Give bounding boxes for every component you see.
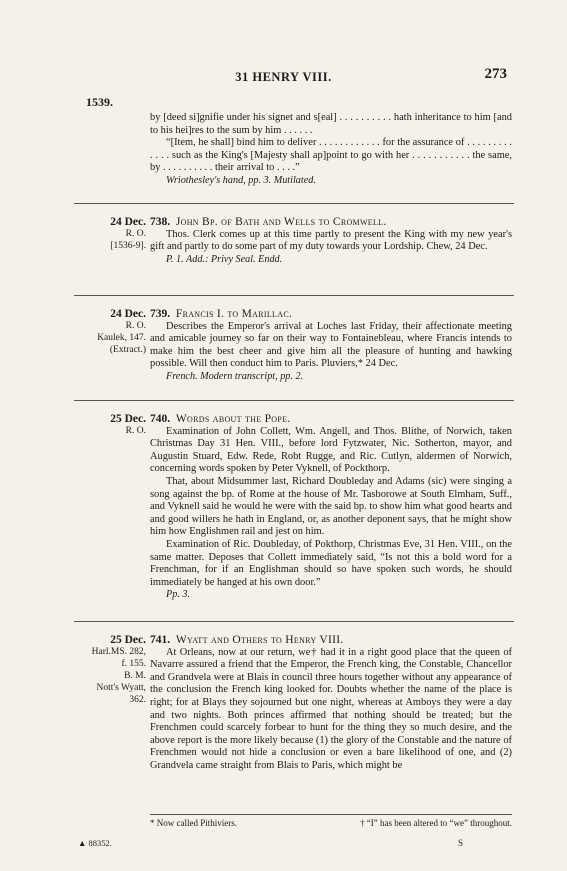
entry-paragraph: Examination of Ric. Doubleday, of Pokthorp, Christmas Eve, 31 Hen. VIII., on the same matter. Deposes that Collett immediately said, “Is not this a bold word for a Frenchman, for if an Englishman should so have spoken such words, he should immediately be hanged at his own door.” bbox=[150, 538, 512, 588]
entry-heading: 739. Francis I. to Marillac. bbox=[150, 308, 293, 320]
entry-ref: B. M. bbox=[124, 671, 146, 681]
entry-paragraph: Examination of John Collett, Wm. Angell, and Thos. Blithe, of Norwich, taken Christmas Day 31 Hen. VIII., before lord Fytzwater, Nic. Sotherton, mayor, and Augustin Stuard, Edw. Rede, Robt Rugge, and Ric. Cutlyn, aldermen of Norwich, concerning words spoken by Peter Vyknell, of Pockthorp. bbox=[150, 425, 512, 475]
entry-ref: Harl.MS. 282, bbox=[91, 647, 146, 657]
footnote-rule bbox=[150, 814, 512, 815]
entry-paragraph: At Orleans, now at our return, we† had it in a right good place that the queen of Navarre assured a friend that the Emperor, the French king, the Constable, Chancellor and Grandvela were at Blais in council three hours together without any appearance of the conclusion the French king looked for. Doubts whether the name of the place is right; for at Blays they sojourned but one night, whereas at Amboys they were a day and two nights. Both princes affirmed that nothing should be treated; but the Frenchmen could scarcely forbear to hunt for the thing they so much desire, and the above report is the more likely because (1) the glory of the Constable and the nature of Frenchmen would not hide a conclusion or even a bare likelihood of one, and (2) Grandvela came straight from Blais to Paris, which might be bbox=[150, 646, 512, 771]
entry-date: 25 Dec. bbox=[110, 634, 146, 646]
entry-ref: R. O. bbox=[125, 229, 146, 239]
entry-date: 24 Dec. bbox=[110, 216, 146, 228]
entry-note: P. 1. Add.: Privy Seal. Endd. bbox=[166, 253, 283, 265]
year-heading: 1539. bbox=[86, 95, 113, 109]
entry-margin-738 bbox=[64, 216, 146, 252]
entry-margin-741 bbox=[64, 634, 146, 706]
entry-738 bbox=[150, 216, 512, 266]
entry-ref: Nott's Wyatt, bbox=[96, 683, 146, 693]
entry-ref: 362. bbox=[129, 695, 146, 705]
entry-divider bbox=[74, 621, 514, 622]
signature-mark: S bbox=[458, 838, 464, 848]
entry-ref: (Extract.) bbox=[109, 345, 146, 355]
entry-ref: R. O. bbox=[125, 321, 146, 331]
entry-ref: Kaulek, 147. bbox=[97, 333, 146, 343]
entry-divider bbox=[74, 203, 514, 204]
footnote-1: * Now called Pithiviers. bbox=[150, 818, 237, 828]
footnotes bbox=[150, 818, 512, 828]
entry-ref: [1536-9]. bbox=[110, 241, 146, 251]
entry-heading: 738. John Bp. of Bath and Wells to Cromwell. bbox=[150, 216, 387, 228]
entry-paragraph: That, about Midsummer last, Richard Doubleday and Adams (sic) were singing a song against the bp. of Rome at the house of Mr. Tasborowe at South Elmham, Suff., and Vyknell said he would he were with the said bp. to show him what good hearts and and good willers he hath in England, or, as another deponent says, that he might show him how Englishmen rail and jest on him. bbox=[150, 475, 512, 538]
entry-740 bbox=[150, 413, 512, 602]
entry-margin-739 bbox=[64, 308, 146, 356]
entry-date: 25 Dec. bbox=[110, 413, 146, 425]
entry-741 bbox=[150, 634, 512, 773]
entry-739 bbox=[150, 308, 512, 384]
entry-margin-740 bbox=[64, 413, 146, 437]
printer-mark: ▲ 88352. bbox=[78, 838, 112, 848]
entry-heading: 741. Wyatt and Others to Henry VIII. bbox=[150, 634, 344, 646]
running-title: 31 HENRY VIII. bbox=[235, 70, 332, 84]
entry-divider bbox=[74, 400, 514, 401]
entry-heading: 740. Words about the Pope. bbox=[150, 413, 291, 425]
entry-divider bbox=[74, 295, 514, 296]
entry-note: French. Modern transcript, pp. 2. bbox=[166, 370, 304, 382]
entry-note: Pp. 3. bbox=[166, 589, 191, 601]
continuation-line: “[Item, he shall] bind him to deliver . . . . . . . . . . . . for the assurance of . . . . . . . . . . . . . such as the King's [Majesty shall ap]point to go with her . . . . . . . . . . . the same, by . . . . . . . . . . their arrival to . . . .” bbox=[150, 137, 512, 174]
page-number: 273 bbox=[484, 66, 507, 82]
continuation-line: by [deed si]gnifie under his signet and s[eal] . . . . . . . . . . hath inheritance to him [and to his hei]res to the sum by him . . . . . . bbox=[150, 112, 512, 136]
continuation-note: Wriothesley's hand, pp. 3. Mutilated. bbox=[166, 174, 316, 186]
entry-date: 24 Dec. bbox=[110, 308, 146, 320]
entry-paragraph: Thos. Clerk comes up at this time partly to present the King with my new year's gift and partly to do some part of my duty towards your Lordship. Chew, 24 Dec. bbox=[150, 228, 512, 253]
entry-ref: R. O. bbox=[125, 426, 146, 436]
footnote-2: † “I” has been altered to “we” throughout. bbox=[360, 818, 512, 828]
continuation-block bbox=[150, 112, 512, 188]
entry-paragraph: Describes the Emperor's arrival at Loches last Friday, their affectionate meeting and amicable journey so far on their way to Fontainebleau, where Francis intends to make him the best cheer and give him all the pleasure of hunting and hawking possible. Will then conduct him to Paris. Pluviers,* 24 Dec. bbox=[150, 320, 512, 370]
entry-ref: f. 155. bbox=[121, 659, 146, 669]
